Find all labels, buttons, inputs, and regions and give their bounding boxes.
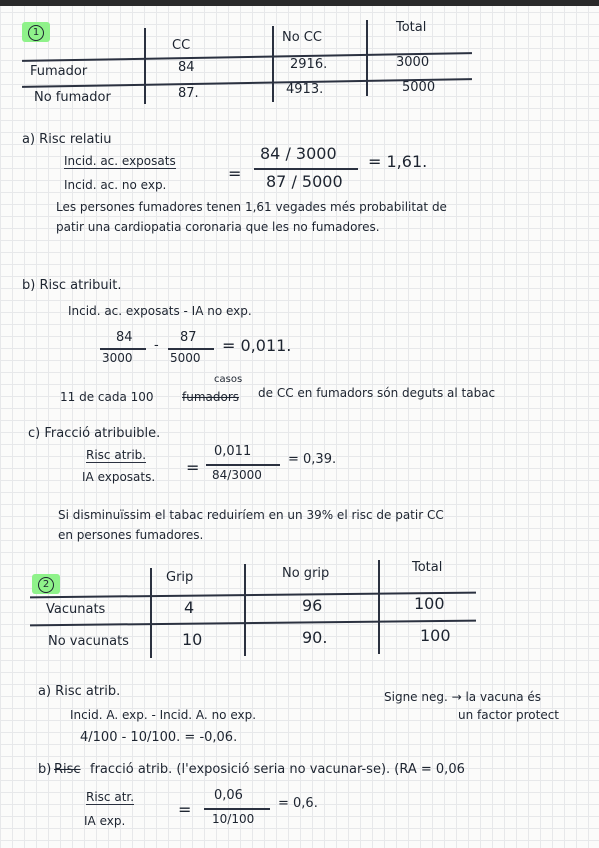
table1-row2-nocc: 4913.: [286, 82, 324, 97]
table2-header-grip: Grip: [166, 570, 194, 585]
ex2-b-heading-struck: Risc: [54, 762, 81, 777]
table2-row2-total: 100: [420, 626, 451, 645]
ex1-b-num1: 84: [116, 330, 133, 345]
ex1-b-den2: 5000: [170, 351, 201, 365]
ex1-b-note-sup: casos: [214, 374, 243, 385]
ex1-a-text-line2: patir una cardiopatia coronaria que les no fumadores.: [56, 220, 380, 234]
page-top-edge: [0, 0, 599, 6]
table2-header-total: Total: [412, 560, 443, 575]
ex1-a-result: = 1,61.: [368, 152, 428, 171]
ex1-b-num2: 87: [180, 330, 197, 345]
table2-col-sep-3: [378, 560, 380, 654]
table2-row2-label: No vacunats: [48, 634, 129, 649]
exercise-2-marker: [32, 574, 60, 594]
ex2-a-formula: Incid. A. exp. - Incid. A. no exp.: [70, 708, 257, 722]
ex1-b-note-struck: fumadors: [182, 390, 240, 404]
ex2-b-den-value: 10/100: [212, 812, 255, 826]
table2-col-sep-1: [150, 568, 152, 658]
ex1-c-text-line1: Si disminuïssim el tabac reduiríem en un 39% el risc de patir CC: [58, 508, 444, 522]
ex1-c-equals: =: [186, 458, 200, 477]
table1-header-cc: CC: [172, 38, 191, 53]
table2-row1-nogrip: 96: [302, 596, 323, 615]
ex1-b-fraction-bar-1: [100, 348, 146, 350]
table1-col-sep-2: [272, 26, 274, 102]
ex2-b-result: = 0,6.: [278, 796, 318, 811]
ex1-c-fraction-bar: [206, 464, 280, 466]
table1-row1-total: 3000: [396, 55, 430, 70]
ex1-c-den-value: 84/3000: [212, 468, 262, 482]
ex2-a-heading: a) Risc atrib.: [38, 684, 121, 699]
exercise-1-marker: [22, 22, 50, 42]
ex1-c-result: = 0,39.: [288, 452, 337, 467]
table1-header-total: Total: [396, 20, 427, 35]
ex1-b-result: = 0,011.: [222, 336, 292, 355]
ex2-a-note-line2: un factor protect: [458, 708, 560, 722]
ex1-c-num-value: 0,011: [214, 444, 252, 459]
table2-row2-nogrip: 90.: [302, 628, 328, 647]
table2-mid-line: [30, 620, 476, 626]
ex1-b-den1: 3000: [102, 351, 133, 365]
ex1-a-equals: =: [228, 164, 242, 183]
table1-row1-nocc: 2916.: [290, 57, 328, 72]
ex1-b-fraction-bar-2: [168, 348, 214, 350]
ex1-a-text-line1: Les persones fumadores tenen 1,61 vegades més probabilitat de: [56, 200, 447, 214]
ex2-b-heading: fracció atrib. (l'exposició seria no vacunar-se). (RA = 0,06: [90, 762, 465, 777]
ex2-a-note-line1: Signe neg. → la vacuna és: [384, 690, 542, 704]
ex1-b-minus: -: [154, 338, 159, 353]
ex1-c-text-line2: en persones fumadores.: [58, 528, 204, 542]
ex1-b-heading: b) Risc atribuit.: [22, 278, 122, 293]
ex1-b-formula: Incid. ac. exposats - IA no exp.: [68, 304, 252, 318]
table1-row2-total: 5000: [402, 80, 436, 95]
ex2-b-den-label: IA exp.: [84, 814, 126, 828]
ex1-b-note-start: 11 de cada 100: [60, 390, 154, 404]
ex1-c-heading: c) Fracció atribuible.: [28, 426, 161, 441]
table2-row1-label: Vacunats: [46, 602, 106, 617]
ex1-a-den-label: Incid. ac. no exp.: [64, 178, 167, 192]
table1-col-sep-1: [144, 28, 146, 104]
table1-header-nocc: No CC: [282, 30, 322, 45]
ex1-a-fraction-bar: [254, 168, 358, 170]
table2-col-sep-2: [244, 564, 246, 656]
ex1-c-num-label: Risc atrib.: [86, 448, 147, 462]
table2-header-nogrip: No grip: [282, 566, 330, 581]
table1-col-sep-3: [366, 20, 368, 96]
exercise-1-number: 1: [28, 25, 44, 41]
table1-row1-cc: 84: [178, 60, 195, 75]
ex2-b-num-value: 0,06: [214, 788, 243, 803]
ex1-a-num-label: Incid. ac. exposats: [64, 154, 176, 168]
ex2-b-heading-prefix: b): [38, 762, 52, 777]
exercise-2-number: 2: [38, 577, 54, 593]
table2-top-line: [30, 592, 476, 598]
table2-row1-total: 100: [414, 594, 445, 613]
ex1-c-den-label: IA exposats.: [82, 470, 156, 484]
ex2-b-num-label: Risc atr.: [86, 790, 135, 804]
ex1-a-heading: a) Risc relatiu: [22, 132, 112, 147]
table1-row2-label: No fumador: [34, 90, 111, 105]
ex1-a-den-value: 87 / 5000: [266, 172, 343, 191]
table1-row1-label: Fumador: [30, 64, 88, 79]
ex2-b-equals: =: [178, 800, 192, 819]
table1-row2-cc: 87.: [178, 86, 199, 101]
ex1-a-num-value: 84 / 3000: [260, 144, 337, 163]
ex2-b-fraction-bar: [204, 808, 270, 810]
ex2-a-calc: 4/100 - 10/100. = -0,06.: [80, 730, 238, 745]
table2-row2-grip: 10: [182, 630, 203, 649]
ex1-b-note-end: de CC en fumadors són deguts al tabac: [258, 386, 496, 400]
table2-row1-grip: 4: [184, 598, 195, 617]
